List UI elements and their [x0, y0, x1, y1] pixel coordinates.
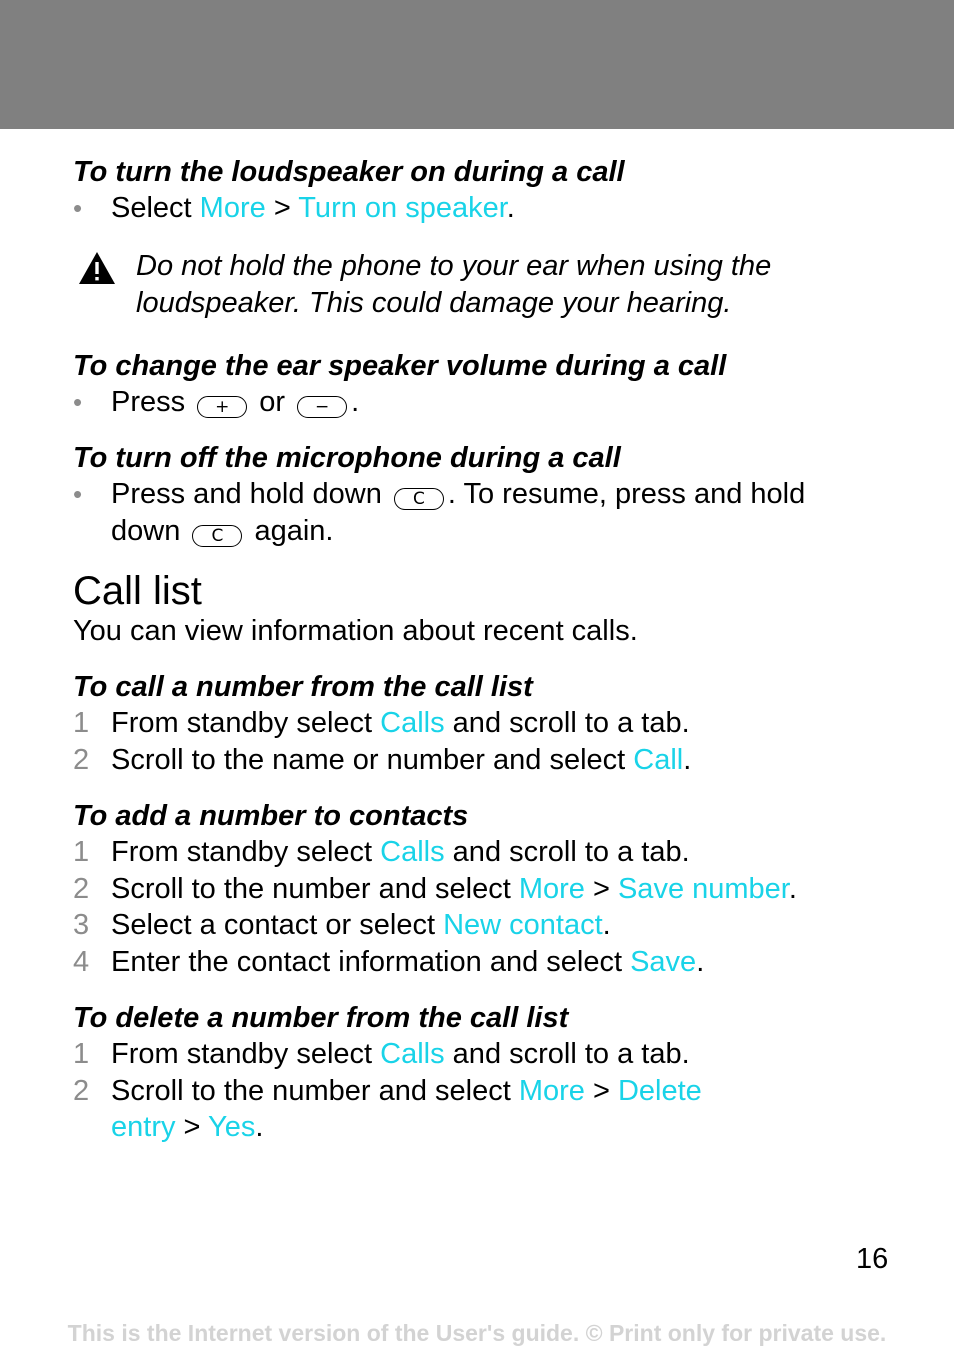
link-more[interactable]: More	[518, 1074, 585, 1107]
step-number: 2	[73, 872, 90, 905]
section-intro: You can view information about recent calls.	[73, 615, 638, 647]
bullet-item: • Select More > Turn on speaker.	[73, 190, 903, 227]
footer-note: This is the Internet version of the User's guide. © Print only for private use.	[67, 1320, 887, 1346]
link-delete-entry[interactable]: Delete	[617, 1074, 702, 1107]
link-save-number[interactable]: Save number	[617, 872, 789, 905]
bullet-dot: •	[73, 479, 83, 509]
list-item: 1 From standby select Calls and scroll to a tab.	[73, 834, 903, 871]
list-item-continuation: entry > Yes.	[111, 1111, 264, 1143]
task-title-call-number: To call a number from the call list	[73, 671, 533, 703]
c-key-icon: C	[192, 525, 242, 547]
step-number: 1	[73, 836, 90, 868]
link-more[interactable]: More	[518, 872, 585, 905]
list-item: 2 Scroll to the name or number and select Call.	[73, 742, 903, 779]
warning-note	[73, 248, 903, 322]
step-number: 2	[73, 1074, 90, 1107]
c-key-icon: C	[394, 488, 444, 510]
link-delete-entry[interactable]: entry	[111, 1111, 176, 1143]
list-item: 1 From standby select Calls and scroll to a tab.	[73, 705, 903, 742]
list-item: 3 Select a contact or select New contact.	[73, 907, 903, 944]
link-call[interactable]: Call	[633, 743, 684, 776]
list-item: 2 Scroll to the number and select More > Save number.	[73, 871, 903, 908]
link-save[interactable]: Save	[630, 945, 697, 978]
step-number: 2	[73, 743, 90, 776]
step-number: 3	[73, 909, 90, 941]
link-turn-on-speaker[interactable]: Turn on speaker	[298, 192, 507, 224]
link-calls[interactable]: Calls	[380, 707, 445, 739]
bullet-item: • Press and hold down C . To resume, press and hold	[73, 476, 903, 513]
step-number: 1	[73, 1038, 90, 1070]
list-item: 2 Scroll to the number and select More > Delete	[73, 1073, 903, 1110]
link-calls[interactable]: Calls	[380, 1038, 445, 1070]
minus-key-icon: −	[297, 396, 347, 418]
list-item: 1 From standby select Calls and scroll to a tab.	[73, 1036, 903, 1073]
page-content	[73, 154, 903, 1146]
bullet-dot: •	[73, 193, 83, 223]
task-title-add-number: To add a number to contacts	[73, 800, 469, 832]
warning-triangle-icon	[77, 250, 117, 286]
header-bar	[0, 0, 954, 129]
task-title-delete-number: To delete a number from the call list	[73, 1002, 569, 1034]
page-number: 16	[856, 1243, 889, 1275]
bullet-dot: •	[73, 386, 83, 417]
plus-key-icon: +	[197, 396, 247, 418]
link-more[interactable]: More	[199, 192, 266, 224]
warning-line: loudspeaker. This could damage your hearing.	[136, 286, 732, 319]
link-calls[interactable]: Calls	[380, 836, 445, 868]
section-title-call-list: Call list	[73, 569, 202, 613]
task-title-volume: To change the ear speaker volume during a call	[73, 349, 727, 382]
bullet-item: • Press + or − .	[73, 384, 903, 421]
task-title-microphone: To turn off the microphone during a call	[73, 442, 621, 474]
task-title-loudspeaker: To turn the loudspeaker on during a call	[73, 156, 625, 188]
step-number: 1	[73, 707, 90, 739]
list-item: 4 Enter the contact information and select Save.	[73, 944, 903, 981]
bullet-item-continuation: down C again.	[111, 514, 334, 547]
link-yes[interactable]: Yes	[208, 1111, 256, 1143]
warning-line: Do not hold the phone to your ear when using the	[136, 249, 772, 282]
step-number: 4	[73, 945, 90, 978]
link-new-contact[interactable]: New contact	[443, 909, 603, 941]
